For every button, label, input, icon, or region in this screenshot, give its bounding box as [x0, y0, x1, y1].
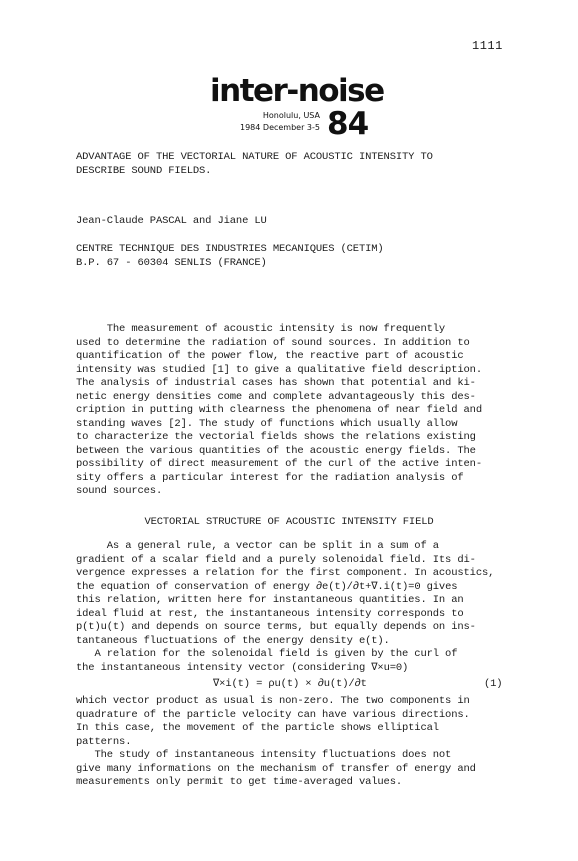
text-line: to characterize the vectorial fields shows the relations existing — [76, 431, 476, 443]
conference-dates: 1984 December 3-5 — [240, 123, 320, 132]
page-number: 1111 — [472, 39, 503, 53]
section-heading: VECTORIAL STRUCTURE OF ACOUSTIC INTENSITY FIELD — [144, 516, 434, 528]
text-line: patterns. — [76, 735, 132, 748]
text-line: gradient of a scalar field and a purely solenoidal field. Its di- — [76, 553, 476, 566]
text-line: possibility of direct measurement of the curl of the active inten- — [76, 458, 482, 470]
equation: ∇×i(t) = ρu(t) × ∂u(t)/∂t — [213, 678, 367, 690]
affiliation-line: CENTRE TECHNIQUE DES INDUSTRIES MECANIQUES (CETIM) — [76, 243, 384, 255]
text-line: this relation, written here for instantaneous quantities. In an — [76, 594, 464, 606]
text-line: cription in putting with clearness the phenomena of near field and — [76, 404, 482, 416]
section-paragraph-continued — [76, 695, 476, 790]
text-line: As a general rule, a vector can be split in a sum of a — [76, 540, 439, 552]
equation-number: (1) — [484, 678, 503, 690]
text-line: measurements only permit to get time-averaged values. — [76, 776, 403, 788]
text-line: standing waves [2]. The study of functions which usually allow — [76, 417, 458, 430]
text-line: tantaneous fluctuations of the energy density e(t). — [76, 634, 390, 647]
text-line: quantification of the power flow, the reactive part of acoustic — [76, 350, 464, 362]
text-line: quadrature of the particle velocity can have various directions. — [76, 708, 470, 721]
affiliation-line: B.P. 67 - 60304 SENLIS (FRANCE) — [76, 256, 267, 269]
section-paragraph — [76, 540, 494, 675]
text-line: give many informations on the mechanism of transfer of energy and — [76, 762, 476, 775]
text-line: the equation of conservation of energy ∂e(t)/∂t+∇.i(t)=0 gives — [76, 580, 458, 593]
title-line: ADVANTAGE OF THE VECTORIAL NATURE OF ACOUSTIC INTENSITY TO — [76, 151, 433, 163]
text-line: ideal fluid at rest, the instantaneous intensity corresponds to — [76, 607, 464, 620]
text-line: The study of instantaneous intensity fluctuations does not — [76, 749, 452, 761]
paper-title — [76, 151, 433, 178]
text-line: vergence expresses a relation for the first component. In acoustics, — [76, 567, 495, 579]
conference-logo: inter-noise — [210, 73, 384, 109]
conference-year: 84 — [327, 106, 369, 142]
text-line: netic energy densities come and complete advantageously this des- — [76, 390, 476, 403]
text-line: sound sources. — [76, 485, 163, 497]
text-line: p(t)u(t) and depends on source terms, but equally depends on ins- — [76, 621, 476, 633]
text-line: which vector product as usual is non-zero. The two components in — [76, 695, 470, 707]
intro-paragraph — [76, 323, 482, 499]
affiliation — [76, 243, 384, 270]
text-line: used to determine the radiation of sound sources. In addition to — [76, 336, 470, 349]
authors: Jean-Claude PASCAL and Jiane LU — [76, 215, 267, 227]
text-line: sity offers a particular interest for the radiation analysis of — [76, 471, 464, 484]
text-line: the instantaneous intensity vector (considering ∇×u=0) — [76, 661, 409, 674]
text-line: In this case, the movement of the particle shows elliptical — [76, 722, 439, 734]
text-line: between the various quantities of the acoustic energy fields. The — [76, 444, 476, 457]
text-line: The measurement of acoustic intensity is now frequently — [76, 323, 446, 335]
title-line: DESCRIBE SOUND FIELDS. — [76, 164, 212, 177]
text-line: intensity was studied [1] to give a qualitative field description. — [76, 363, 482, 376]
text-line: The analysis of industrial cases has shown that potential and ki- — [76, 377, 476, 389]
conference-location: Honolulu, USA — [262, 111, 320, 120]
text-line: A relation for the solenoidal field is given by the curl of — [76, 648, 458, 660]
